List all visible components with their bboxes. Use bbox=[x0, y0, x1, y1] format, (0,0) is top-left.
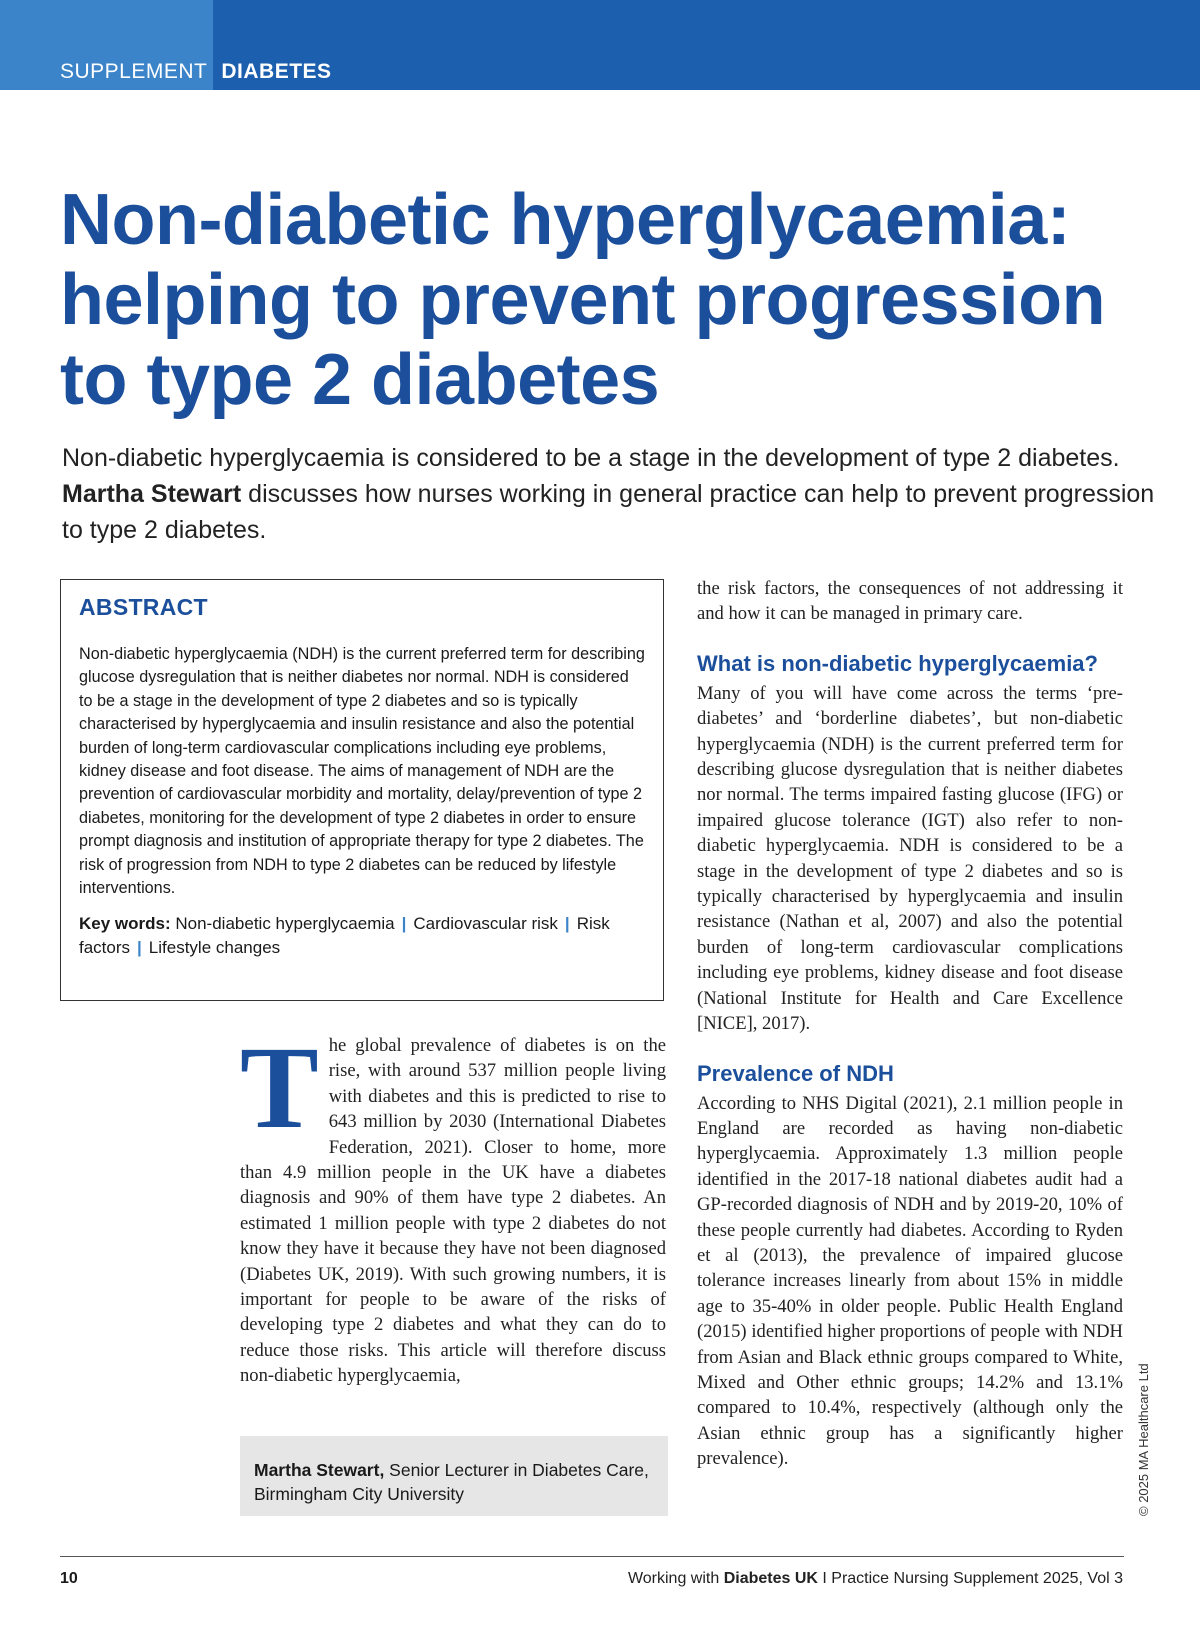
keywords-label: Key words: bbox=[79, 914, 171, 934]
abstract-box bbox=[60, 579, 664, 1001]
footer-rule bbox=[60, 1556, 1124, 1557]
article-title bbox=[60, 180, 1170, 420]
section-topic: DIABETES bbox=[221, 60, 332, 83]
title-line: helping to prevent progression bbox=[60, 260, 1106, 340]
keyword: Lifestyle changes bbox=[148, 938, 281, 958]
abstract-text: Non-diabetic hyperglycaemia (NDH) is the current preferred term for describing glucose dysregulation that is neither diabetes nor normal. NDH is considered to be a stage in the development of type 2 diabetes and so is typically characterised by hyperglycaemia and insulin resistance and also the potential burden of long-term cardiovascular complications including eye problems, kidney disease and foot disease. The aims of management of NDH are the prevention of cardiovascular morbidity and mortality, delay/prevention of type 2 diabetes, monitoring for the development of type 2 diabetes in order to ensure prompt diagnosis and institution of appropriate therapy for type 2 diabetes. The risk of progression from NDH to type 2 diabetes can be reduced by lifestyle interventions. bbox=[79, 645, 645, 898]
right-column bbox=[697, 576, 1123, 1472]
keywords bbox=[79, 912, 645, 960]
journal-suffix: I Practice Nursing Supplement 2025, Vol 3 bbox=[817, 1570, 1123, 1587]
keyword: Cardiovascular risk bbox=[413, 914, 558, 934]
journal-brand: Diabetes UK bbox=[723, 1570, 818, 1587]
section-name: SUPPLEMENT bbox=[60, 60, 208, 83]
standfirst-author: Martha Stewart bbox=[62, 480, 242, 508]
section-text: Many of you will have come across the terms ‘pre-diabetes’ and ‘borderline diabetes’, but non-diabetic hyperglycaemia (NDH) is the current preferred term for describing glucose dysregulation that is neither diabetes nor normal. The terms impaired fasting glucose (IFG) or impaired glucose tolerance (IGT) also refer to non-diabetic hyperglycaemia. NDH is considered to be a stage in the development of type 2 diabetes and so is typically characterised by hyperglycaemia and insulin resistance (Nathan et al, 2007) and also the potential burden of long-term cardiovascular complications including eye problems, kidney disease and foot disease (National Institute for Health and Care Excellence [NICE], 2017). bbox=[697, 682, 1123, 1035]
journal-prefix: Working with bbox=[627, 1570, 724, 1587]
intro-column bbox=[240, 1022, 666, 1389]
journal-info bbox=[628, 1570, 1123, 1588]
copyright-text: © 2025 MA Healthcare Ltd bbox=[1136, 1363, 1151, 1516]
section-heading: What is non-diabetic hyperglycaemia? bbox=[697, 650, 1098, 676]
standfirst bbox=[62, 440, 1162, 548]
keyword-separator: | bbox=[564, 914, 570, 934]
section-text: According to NHS Digital (2021), 2.1 million people in England are recorded as having non-diabetic hyperglycaemia. Approximately 1.3 million people identified in the 2017-18 national diabetes audit had a GP-recorded diagnosis of NDH and by 2019-20, 10% of these people currently had diabetes. According to Ryden et al (2013), the prevalence of impaired glucose tolerance increases linearly from about 15% in middle age to 35-40% in older people. Public Health England (2015) identified higher proportions of people with NDH from Asian and Black ethnic groups compared to White, Mixed and Other ethnic groups; 14.2% and 13.1% compared to 10.4%, respectively (although only the Asian ethnic group has a significantly higher prevalence). bbox=[697, 1092, 1123, 1470]
intro-text: he global prevalence of diabetes is on the rise, with around 537 million people living with diabetes and this is predicted to rise to 643 million by 2030 (International Diabetes Federation, 2021). Closer to home, more than 4.9 million people in the UK have a diabetes diagnosis and 90% of them have type 2 diabetes. An estimated 1 million people with type 2 diabetes do not know they have it because they have not been diagnosed (Diabetes UK, 2019). With such growing numbers, it is important for people to be aware of the risks of developing type 2 diabetes and what they can do to reduce those risks. This article will therefore discuss non-diabetic hyperglycaemia, bbox=[240, 1035, 666, 1387]
section-label bbox=[60, 60, 332, 84]
keyword-separator: | bbox=[137, 938, 142, 958]
standfirst-text: discusses how nurses working in general practice can help to prevent progression to type 2 diabetes. bbox=[62, 480, 1155, 544]
drop-cap: T bbox=[240, 1022, 319, 1153]
section-heading: Prevalence of NDH bbox=[697, 1060, 894, 1086]
page-number: 10 bbox=[60, 1570, 78, 1587]
title-line: Non-diabetic hyperglycaemia: bbox=[60, 180, 1071, 260]
keyword: Non-diabetic hyperglycaemia bbox=[175, 914, 395, 934]
title-line: to type 2 diabetes bbox=[60, 340, 660, 420]
continuation-text: the risk factors, the consequences of not addressing it and how it can be managed in primary care. bbox=[697, 578, 1123, 625]
keyword-separator: | bbox=[401, 914, 407, 934]
keyword: Risk factors bbox=[79, 914, 610, 958]
standfirst-text: Non-diabetic hyperglycaemia is considered to be a stage in the development of type 2 diabetes. bbox=[62, 444, 1120, 472]
author-name: Martha Stewart, bbox=[254, 1460, 385, 1480]
abstract-heading: ABSTRACT bbox=[79, 594, 208, 620]
author-box bbox=[240, 1436, 668, 1516]
author-role: Senior Lecturer in Diabetes Care, Birmingham City University bbox=[254, 1460, 649, 1504]
